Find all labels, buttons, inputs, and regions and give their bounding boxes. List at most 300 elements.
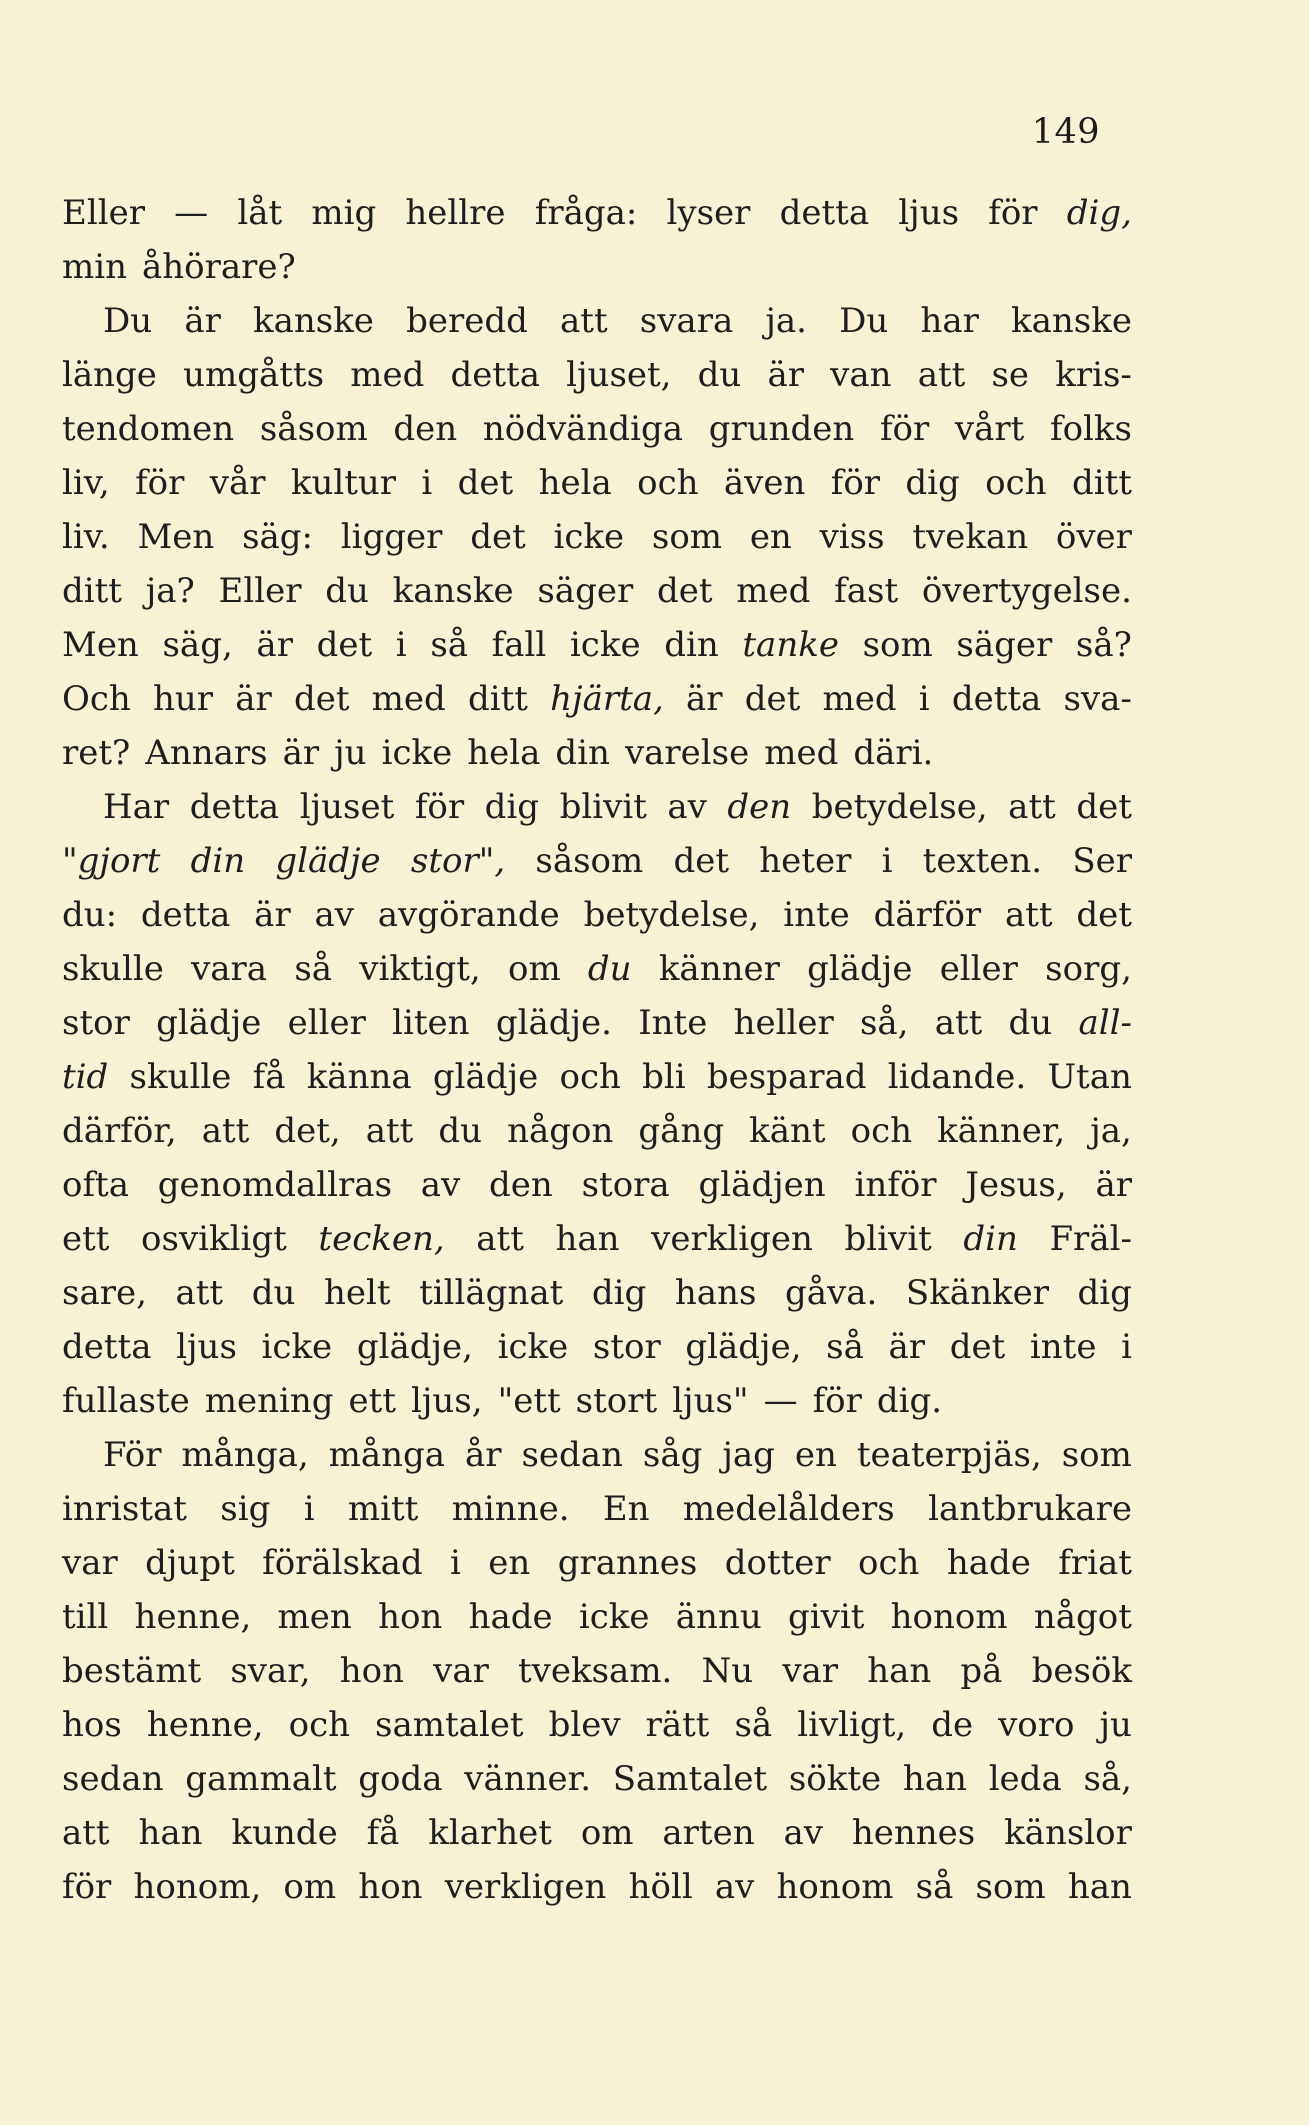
word: något <box>1033 1597 1132 1637</box>
word: min <box>62 247 128 287</box>
word: ditt <box>1071 463 1132 503</box>
word: kanske <box>392 571 514 611</box>
word: liten <box>392 1003 470 1043</box>
word: det <box>1076 787 1132 827</box>
word: av <box>420 1165 461 1205</box>
word: det <box>673 841 730 881</box>
word: hade <box>468 1597 553 1637</box>
word: höll <box>628 1867 693 1907</box>
word: din <box>555 733 610 773</box>
word: tid <box>62 1057 109 1097</box>
word: och <box>637 463 699 503</box>
word: hur <box>153 679 214 719</box>
word: För <box>103 1435 162 1475</box>
word: gåva. <box>784 1273 878 1313</box>
word: säg, <box>162 625 233 665</box>
word: dig <box>591 1273 647 1313</box>
word: lyser <box>666 193 751 233</box>
text-line <box>62 456 1132 510</box>
body-text <box>62 186 1132 1914</box>
word: är <box>235 679 272 719</box>
word: Har <box>103 787 170 827</box>
word: att <box>476 1219 524 1259</box>
word: ligger <box>340 517 443 557</box>
word: att <box>62 1813 110 1853</box>
word: säger <box>956 625 1053 665</box>
word: med <box>736 571 811 611</box>
word: sedan <box>521 1435 623 1475</box>
word: att <box>1008 787 1056 827</box>
word: genomdallras <box>157 1165 393 1205</box>
word: hans <box>674 1273 757 1313</box>
word: att <box>365 1111 414 1151</box>
word: svara <box>639 301 734 341</box>
word: i <box>918 679 930 719</box>
word: fråga: <box>534 193 638 233</box>
word: Men <box>62 625 139 665</box>
word: att <box>934 1003 983 1043</box>
word: glädjen <box>698 1165 826 1205</box>
word: förälskad <box>262 1543 423 1583</box>
word: Du <box>103 301 153 341</box>
word: de <box>931 1705 974 1745</box>
word: stor", <box>410 841 506 881</box>
word: icke <box>381 733 453 773</box>
word: Skänker <box>905 1273 1049 1313</box>
word: dig. <box>876 1381 943 1421</box>
word: ljus <box>898 193 960 233</box>
word: så? <box>1075 625 1132 665</box>
word: dig <box>905 463 960 503</box>
word: eller <box>939 949 1018 989</box>
text-line <box>62 1212 1132 1266</box>
word: glädje. <box>495 1003 612 1043</box>
word: stort <box>575 1381 658 1421</box>
word: känslor <box>1004 1813 1132 1853</box>
word: inte <box>1029 1327 1097 1367</box>
word: även <box>723 463 806 503</box>
word: är <box>767 355 805 395</box>
word: dig <box>484 787 540 827</box>
word: är <box>254 895 291 935</box>
word: och <box>288 1705 351 1745</box>
word: grunden <box>708 409 855 449</box>
word: så <box>294 949 333 989</box>
word: därför <box>873 895 982 935</box>
word: är <box>256 625 293 665</box>
word: att <box>175 1273 224 1313</box>
word: tecken, <box>318 1219 445 1259</box>
word: glädje <box>275 841 381 881</box>
text-line <box>62 780 1132 834</box>
word: glädje <box>807 949 913 989</box>
word: är <box>888 1327 926 1367</box>
word: en <box>794 1435 837 1475</box>
word: jag <box>722 1435 775 1475</box>
text-line <box>62 1428 1132 1482</box>
word: vår <box>209 463 266 503</box>
word: umgåtts <box>183 355 325 395</box>
word: detta <box>951 679 1042 719</box>
word: friat <box>1058 1543 1132 1583</box>
word: och <box>985 463 1047 503</box>
word: så, <box>1083 1759 1132 1799</box>
word: i <box>303 1489 315 1529</box>
word: i <box>395 625 407 665</box>
word: givit <box>788 1597 865 1637</box>
word: fall <box>491 625 547 665</box>
word: så <box>734 1705 773 1745</box>
word: har <box>920 301 979 341</box>
word: mig <box>311 193 377 233</box>
word: Fräl- <box>1049 1219 1132 1259</box>
text-line <box>62 1158 1132 1212</box>
word: tanke <box>742 625 839 665</box>
word: besparad <box>706 1057 867 1097</box>
word: han <box>867 1651 932 1691</box>
text-line <box>62 672 1132 726</box>
word: honom <box>776 1867 894 1907</box>
word: detta <box>779 193 870 233</box>
word: Inte <box>638 1003 708 1043</box>
word: det <box>949 1327 1006 1367</box>
text-line <box>62 834 1132 888</box>
word: och <box>858 1543 920 1583</box>
word: inför <box>854 1165 937 1205</box>
word: van <box>830 355 892 395</box>
word: detta <box>189 787 280 827</box>
word: svar, <box>230 1651 311 1691</box>
word: hjärta, <box>550 679 664 719</box>
word: du <box>438 1111 483 1151</box>
word: sig <box>220 1489 271 1529</box>
word: ljus <box>176 1327 237 1367</box>
word: för <box>988 193 1038 233</box>
word: få <box>252 1057 286 1097</box>
word: inristat <box>62 1489 187 1529</box>
word: såsom <box>259 409 368 449</box>
text-line <box>62 1374 1132 1428</box>
word: sare, <box>62 1273 147 1313</box>
word: ljus" <box>672 1381 749 1421</box>
word: Men <box>137 517 215 557</box>
text-line <box>62 1050 1132 1104</box>
word: den <box>489 1165 553 1205</box>
word: leda <box>988 1759 1062 1799</box>
word: sökte <box>788 1759 882 1799</box>
word: "ett <box>497 1381 561 1421</box>
text-line <box>62 510 1132 564</box>
word: såsom <box>535 841 644 881</box>
word: är <box>686 679 723 719</box>
word: glädje <box>156 1003 262 1043</box>
word: det <box>470 517 526 557</box>
text-line <box>62 1698 1132 1752</box>
word: av <box>667 787 707 827</box>
word: var <box>62 1543 118 1583</box>
word: nödvändiga <box>482 409 684 449</box>
text-line <box>62 294 1132 348</box>
word: blev <box>548 1705 621 1745</box>
text-line <box>62 402 1132 456</box>
word: Nu <box>701 1651 754 1691</box>
word: känt <box>749 1111 826 1151</box>
word: En <box>602 1489 650 1529</box>
word: var <box>433 1651 489 1691</box>
word: medelålders <box>682 1489 895 1529</box>
word: blivit <box>559 787 647 827</box>
word: dotter <box>724 1543 831 1583</box>
word: övertygelse. <box>921 571 1132 611</box>
word: samtalet <box>375 1705 524 1745</box>
word: mening <box>204 1381 334 1421</box>
word: för <box>414 787 465 827</box>
word: detta <box>450 355 540 395</box>
word: arten <box>662 1813 755 1853</box>
word: hon <box>339 1651 404 1691</box>
word: Du <box>839 301 889 341</box>
word: och <box>850 1111 913 1151</box>
word: viss <box>819 517 885 557</box>
word: Samtalet <box>612 1759 768 1799</box>
word: i <box>450 1543 461 1583</box>
word: för <box>62 1867 112 1907</box>
word: minne. <box>451 1489 570 1529</box>
word: ja? <box>145 571 195 611</box>
word: inte <box>783 895 850 935</box>
word: ditt <box>62 571 122 611</box>
word: du <box>251 1273 296 1313</box>
word: kanske <box>252 301 374 341</box>
word: besök <box>1031 1651 1132 1691</box>
word: för <box>879 409 930 449</box>
word: folks <box>1049 409 1132 449</box>
word: få <box>366 1813 400 1853</box>
word: en <box>488 1543 531 1583</box>
word: dig <box>1077 1273 1132 1313</box>
word: kanske <box>1011 301 1132 341</box>
word: som <box>975 1867 1046 1907</box>
word: — <box>174 193 209 233</box>
word: ännu <box>675 1597 762 1637</box>
word: detta <box>140 895 231 935</box>
word: ju <box>334 733 367 773</box>
word: länge <box>62 355 157 395</box>
word: ofta <box>62 1165 129 1205</box>
word: se <box>991 355 1030 395</box>
word: liv, <box>62 463 110 503</box>
text-line <box>62 996 1132 1050</box>
word: texten. <box>922 841 1043 881</box>
word: djupt <box>145 1543 235 1583</box>
word: så <box>915 1867 954 1907</box>
word: det <box>316 625 373 665</box>
text-line <box>62 1590 1132 1644</box>
word: glädje, <box>356 1327 473 1367</box>
word: den <box>393 409 458 449</box>
word: åhörare? <box>142 247 296 287</box>
word: din <box>963 1219 1018 1259</box>
word: osvikligt <box>141 1219 287 1259</box>
word: känner <box>658 949 780 989</box>
word: voro <box>998 1705 1075 1745</box>
word: hon <box>358 1867 423 1907</box>
word: helt <box>323 1273 391 1313</box>
word: kunde <box>231 1813 338 1853</box>
word: goda <box>358 1759 443 1799</box>
word: lidande. <box>887 1057 1027 1097</box>
word: som <box>651 517 723 557</box>
word: ljuset, <box>566 355 672 395</box>
word: betydelse, <box>811 787 988 827</box>
word: bestämt <box>62 1651 202 1691</box>
text-line <box>62 942 1132 996</box>
word: Eller <box>218 571 302 611</box>
word: klarhet <box>428 1813 552 1853</box>
word: så <box>430 625 469 665</box>
word: av <box>314 895 354 935</box>
word: många, <box>181 1435 309 1475</box>
word: teaterpjäs, <box>856 1435 1042 1475</box>
word: ljuset <box>299 787 395 827</box>
text-line <box>62 1860 1132 1914</box>
word: med <box>764 733 839 773</box>
word: han <box>138 1813 203 1853</box>
word: verkligen <box>651 1219 813 1259</box>
word: Eller <box>62 193 145 233</box>
text-line <box>62 240 1132 294</box>
word: fullaste <box>62 1381 190 1421</box>
word: tvekan <box>912 517 1029 557</box>
text-line <box>62 1320 1132 1374</box>
text-line <box>62 1266 1132 1320</box>
word: han <box>555 1219 620 1259</box>
word: det <box>1076 895 1132 935</box>
word: hade <box>946 1543 1031 1583</box>
word: ett <box>348 1381 396 1421</box>
word: är <box>1095 1165 1132 1205</box>
word: du: <box>62 895 118 935</box>
word: den <box>727 787 792 827</box>
word: Och <box>62 679 131 719</box>
word: med <box>350 355 425 395</box>
word: blivit <box>844 1219 932 1259</box>
word: att <box>1004 895 1053 935</box>
word: det <box>656 571 713 611</box>
text-line <box>62 1644 1132 1698</box>
word: däri. <box>853 733 934 773</box>
word: du <box>587 949 632 989</box>
word: säg: <box>242 517 314 557</box>
word: kultur <box>290 463 397 503</box>
text-line <box>62 618 1132 672</box>
word: bli <box>642 1057 686 1097</box>
word: för <box>830 463 881 503</box>
word: hennes <box>851 1813 976 1853</box>
word: dig, <box>1066 193 1132 233</box>
word: henne, <box>146 1705 264 1745</box>
word: heter <box>759 841 852 881</box>
word: livligt, <box>797 1705 907 1745</box>
text-line <box>62 348 1132 402</box>
word: din <box>664 625 719 665</box>
word: honom <box>890 1597 1008 1637</box>
word: glädje <box>432 1057 539 1097</box>
word: viktigt, <box>359 949 481 989</box>
word: tendomen <box>62 409 235 449</box>
word: hela <box>538 463 612 503</box>
word: gång <box>638 1111 725 1151</box>
word: i <box>881 841 893 881</box>
word: han <box>902 1759 967 1799</box>
word: hela <box>467 733 541 773</box>
word: "gjort <box>62 841 161 881</box>
text-line <box>62 1536 1132 1590</box>
word: eller <box>287 1003 366 1043</box>
word: avgörande <box>377 895 560 935</box>
text-line <box>62 564 1132 618</box>
word: hellre <box>405 193 506 233</box>
word: vårt <box>954 409 1025 449</box>
word: var <box>782 1651 839 1691</box>
text-line <box>62 726 1132 780</box>
word: hos <box>62 1705 122 1745</box>
word: att <box>560 301 608 341</box>
word: någon <box>507 1111 614 1151</box>
word: ljus, <box>410 1381 483 1421</box>
word: och <box>559 1057 621 1097</box>
word: om <box>580 1813 634 1853</box>
word: en <box>749 517 792 557</box>
word: icke <box>497 1327 569 1367</box>
word: heller <box>733 1003 834 1043</box>
word: skulle <box>62 949 164 989</box>
text-line <box>62 186 1132 240</box>
word: av <box>783 1813 823 1853</box>
word: som <box>1061 1435 1132 1475</box>
word: ret? <box>62 733 131 773</box>
word: säger <box>537 571 634 611</box>
word: gammalt <box>185 1759 337 1799</box>
word: liv. <box>62 517 110 557</box>
word: betydelse, <box>583 895 760 935</box>
word: så, <box>859 1003 909 1043</box>
word: med <box>822 679 897 719</box>
word: Annars <box>145 733 268 773</box>
word: såg <box>642 1435 703 1475</box>
word: beredd <box>406 301 528 341</box>
word: Utan <box>1047 1057 1132 1097</box>
word: på <box>960 1651 1003 1691</box>
word: därför, <box>62 1111 177 1151</box>
word: tveksam. <box>518 1651 673 1691</box>
word: för <box>812 1381 862 1421</box>
page-number: 149 <box>1031 112 1100 152</box>
word: att <box>917 355 966 395</box>
word: sorg, <box>1045 949 1132 989</box>
text-line <box>62 1104 1132 1158</box>
word: för <box>135 463 185 503</box>
word: icke <box>553 517 625 557</box>
word: — <box>763 1381 798 1421</box>
word: han <box>1067 1867 1132 1907</box>
word: du <box>1008 1003 1053 1043</box>
word: icke <box>569 625 641 665</box>
word: ett <box>62 1219 110 1259</box>
word: verkligen <box>444 1867 607 1907</box>
word: över <box>1055 517 1132 557</box>
word: ja, <box>1090 1111 1132 1151</box>
